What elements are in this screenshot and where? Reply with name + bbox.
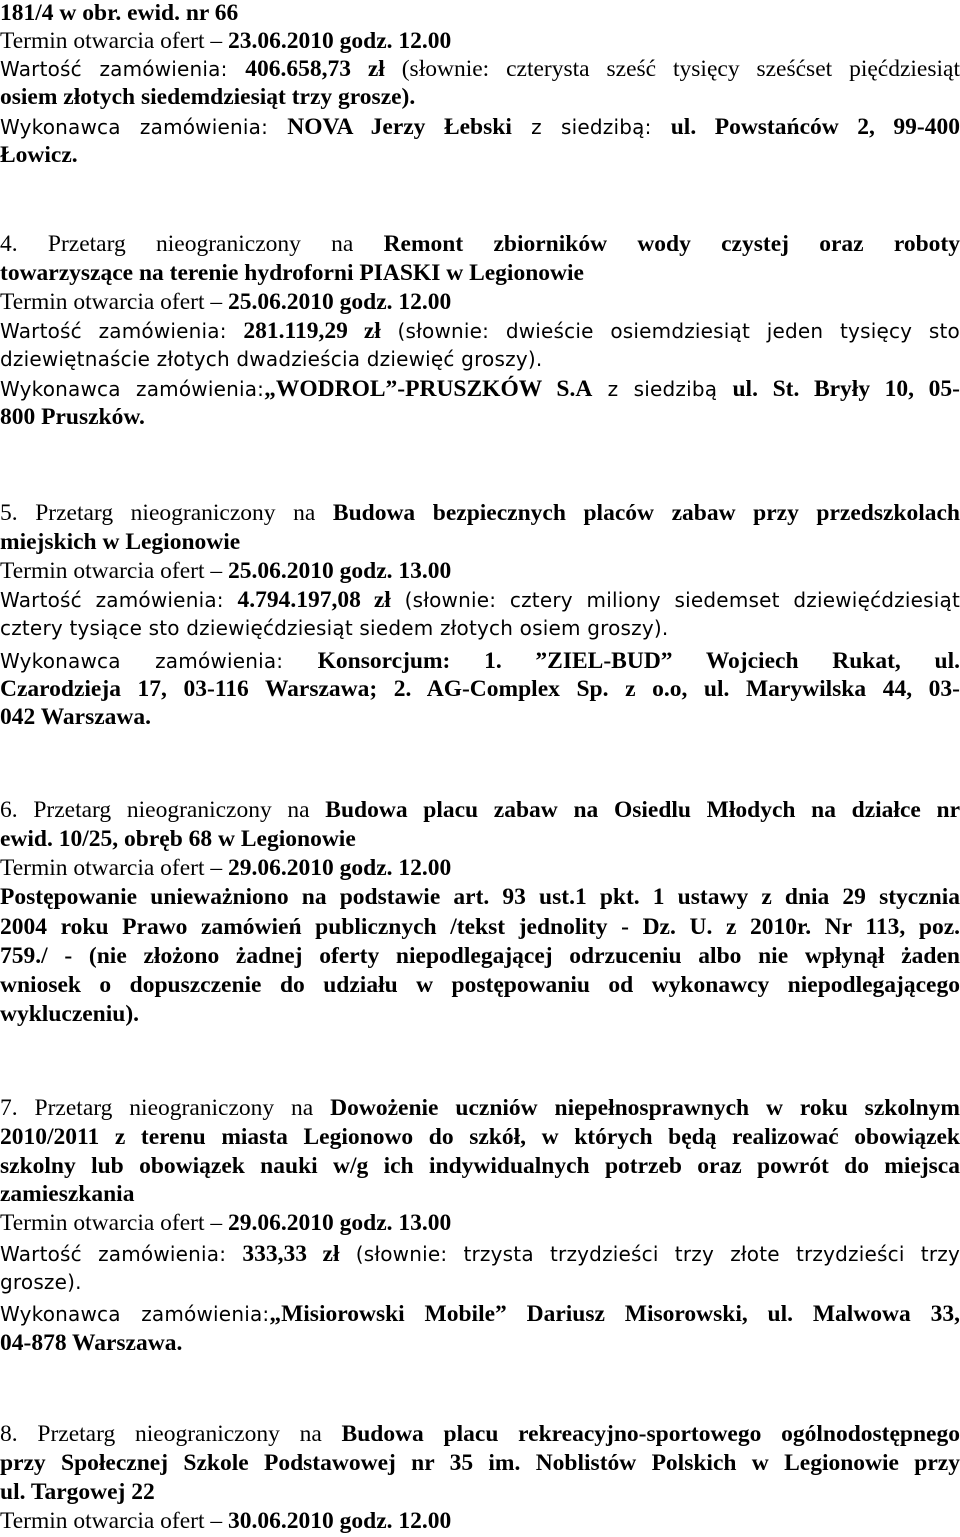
- opening-date: 30.06.2010 godz. 12.00: [228, 1508, 452, 1534]
- section4-contractor-city: 800 Pruszków.: [0, 404, 145, 430]
- section4-value-words-cont: dziewiętnaście złotych dwadzieścia dziewięć groszy).: [0, 347, 543, 371]
- section5-title-cont: miejskich w Legionowie: [0, 529, 241, 555]
- section6-annulment-note: 759./ - (nie złożono żadnej oferty niepodlegającej odrzuceniu albo nie wpłynął żaden: [0, 943, 960, 969]
- section8-heading: [0, 1420, 960, 1448]
- value-amount: 4.794.197,08 zł: [237, 587, 391, 613]
- section7-title-cont: szkolny lub obowiązek nauki w/g ich indywidualnych potrzeb oraz powrót do miejsca: [0, 1153, 960, 1179]
- value-amount: 333,33 zł: [242, 1241, 340, 1267]
- section7-heading: [0, 1094, 960, 1122]
- section5-contractor-cont: Czarodzieja 17, 03-116 Warszawa; 2. AG-Complex Sp. z o.o, ul. Marywilska 44, 03-: [0, 676, 960, 702]
- value-amount: 281.119,29 zł: [243, 318, 381, 344]
- section7-title-cont: zamieszkania: [0, 1181, 135, 1207]
- item-number: 6.: [0, 797, 34, 823]
- section6-title-cont: ewid. 10/25, obręb 68 w Legionowie: [0, 826, 356, 852]
- contractor-name: Konsorcjum: 1. ”ZIEL-BUD” Wojciech Rukat, ul.: [317, 648, 960, 674]
- tender-title: Budowa bezpiecznych placów zabaw przy przedszkolach: [332, 500, 960, 526]
- tender-intro: Przetarg nieograniczony na: [37, 1421, 342, 1447]
- opening-date: 23.06.2010 godz. 12.00: [228, 28, 452, 54]
- tender-intro: Przetarg nieograniczony na: [34, 1095, 331, 1121]
- tender-title: Budowa placu zabaw na Osiedlu Młodych na działce nr: [325, 797, 960, 823]
- section3-value-line: [0, 55, 960, 83]
- tender-title: Dowożenie uczniów niepełnosprawnych w roku szkolnym: [330, 1095, 960, 1121]
- item-number: 8.: [0, 1421, 38, 1447]
- section5-heading: [0, 499, 960, 527]
- section5-contractor-line: [0, 647, 960, 675]
- opening-label: Termin otwarcia ofert –: [0, 1508, 229, 1534]
- contractor-name: „WODROL”-PRUSZKÓW S.A: [264, 376, 593, 402]
- item-number: 4.: [0, 231, 48, 257]
- value-label: Wartość zamówienia:: [0, 57, 246, 81]
- contractor-label: Wykonawca zamówienia:: [0, 115, 288, 139]
- section3-contractor-city: Łowicz.: [0, 142, 78, 168]
- contractor-address: ul. Powstańców 2, 99-400: [670, 114, 960, 140]
- opening-label: Termin otwarcia ofert –: [0, 289, 229, 315]
- section7-title-cont: 2010/2011 z terenu miasta Legionowo do szkół, w których będą realizować obowiązek: [0, 1124, 960, 1150]
- value-label: Wartość zamówienia:: [0, 588, 238, 612]
- tender-intro: Przetarg nieograniczony na: [47, 231, 384, 257]
- section4-heading: [0, 230, 960, 258]
- section6-annulment-note: wniosek o dopuszczenie do udziału w postępowaniu od wykonawcy niepodlegającego: [0, 972, 960, 998]
- section4-opening-line: [0, 288, 960, 316]
- opening-date: 29.06.2010 godz. 12.00: [228, 855, 452, 881]
- value-words: (słownie: cztery miliony siedemset dziewięćdziesiąt: [390, 588, 960, 612]
- section8-title-cont: ul. Targowej 22: [0, 1479, 155, 1505]
- value-words: (słownie: dwieście osiemdziesiąt jeden tysięcy sto: [380, 319, 960, 343]
- section5-contractor-city: 042 Warszawa.: [0, 704, 152, 730]
- section7-opening-line: [0, 1209, 960, 1237]
- section5-opening-line: [0, 557, 960, 585]
- contractor-mid: z siedzibą: [592, 377, 733, 401]
- value-amount: 406.658,73 zł: [245, 56, 385, 82]
- opening-label: Termin otwarcia ofert –: [0, 558, 229, 584]
- value-words: (słownie: trzysta trzydzieści trzy złote trzydzieści trzy: [339, 1242, 960, 1266]
- contractor-label: Wykonawca zamówienia:: [0, 1302, 270, 1326]
- section8-title-cont: przy Społecznej Szkole Podstawowej nr 35 im. Noblistów Polskich w Legionowie przy: [0, 1450, 960, 1476]
- section8-opening-line: [0, 1507, 960, 1535]
- tender-intro: Przetarg nieograniczony na: [33, 797, 326, 823]
- item-number: 7.: [0, 1095, 35, 1121]
- opening-label: Termin otwarcia ofert –: [0, 28, 229, 54]
- section4-contractor-line: [0, 375, 960, 403]
- contractor-name: „Misiorowski Mobile” Dariusz Misorowski, ul. Malwowa 33,: [269, 1301, 960, 1327]
- section6-annulment-note: Postępowanie unieważniono na podstawie art. 93 ust.1 pkt. 1 ustawy z dnia 29 stycznia: [0, 884, 960, 910]
- contractor-label: Wykonawca zamówienia:: [0, 377, 265, 401]
- section6-heading: [0, 796, 960, 824]
- opening-label: Termin otwarcia ofert –: [0, 855, 229, 881]
- section5-value-line: [0, 586, 960, 614]
- section4-title-cont: towarzyszące na terenie hydroforni PIASKI w Legionowie: [0, 260, 584, 286]
- contractor-address: ul. St. Bryły 10, 05-: [732, 376, 960, 402]
- section7-value-line: [0, 1240, 960, 1268]
- section7-contractor-line: [0, 1300, 960, 1328]
- section6-opening-line: [0, 854, 960, 882]
- contractor-label: Wykonawca zamówienia:: [0, 649, 318, 673]
- section5-value-words-cont: cztery tysiące sto dziewięćdziesiąt siedem złotych osiem groszy).: [0, 616, 669, 640]
- tender-intro: Przetarg nieograniczony na: [35, 500, 333, 526]
- tender-title: Budowa placu rekreacyjno-sportowego ogólnodostępnego: [341, 1421, 960, 1447]
- value-label: Wartość zamówienia:: [0, 1242, 243, 1266]
- opening-date: 29.06.2010 godz. 13.00: [228, 1210, 452, 1236]
- section7-contractor-city: 04-878 Warszawa.: [0, 1330, 183, 1356]
- section7-value-words-cont: grosze).: [0, 1270, 82, 1294]
- tender-title: Remont zbiorników wody czystej oraz roboty: [383, 231, 960, 257]
- opening-date: 25.06.2010 godz. 12.00: [228, 289, 452, 315]
- opening-date: 25.06.2010 godz. 13.00: [228, 558, 452, 584]
- section3-contractor-line: [0, 113, 960, 141]
- contractor-mid: z siedzibą:: [511, 115, 671, 139]
- section6-annulment-note: wykluczeniu).: [0, 1001, 140, 1027]
- item-number: 5.: [0, 500, 36, 526]
- opening-label: Termin otwarcia ofert –: [0, 1210, 229, 1236]
- contractor-name: NOVA Jerzy Łebski: [287, 114, 512, 140]
- section4-value-line: [0, 317, 960, 345]
- value-words: (słownie: czterysta sześć tysięcy sześćset pięćdziesiąt: [384, 56, 960, 82]
- section3-value-words-cont: osiem złotych siedemdziesiąt trzy grosze).: [0, 84, 416, 110]
- section3-opening-line: [0, 27, 960, 55]
- section3-parcel-line: 181/4 w obr. ewid. nr 66: [0, 0, 239, 26]
- value-label: Wartość zamówienia:: [0, 319, 244, 343]
- section6-annulment-note: 2004 roku Prawo zamówień publicznych /tekst jednolity - Dz. U. z 2010r. Nr 113, poz.: [0, 914, 960, 940]
